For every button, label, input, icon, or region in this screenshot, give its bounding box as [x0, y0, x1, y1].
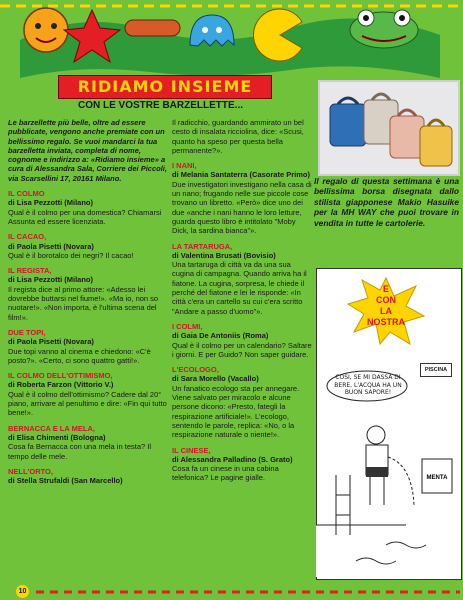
joke-text: Qual è il borotalco dei negri? Il cacao! — [8, 250, 134, 260]
joke-author: di Elisa Chimenti (Bologna) — [8, 432, 106, 442]
joke-item — [172, 446, 314, 483]
joke-title: NELL'ORTO, — [8, 466, 53, 476]
column-middle — [172, 118, 314, 489]
badge-line: E — [382, 284, 389, 294]
joke-text: Un fanatico ecologo sta per annegare. Viene salvato per miracolo e alcune persone dicono: «Presto, fategli la respirazione artificiale!». L'ecologo, sentendo le parole, replica: «No, o la respirazione naturale o niente!». — [172, 383, 300, 440]
comic-drawing — [316, 405, 460, 577]
joke-title: IL COLMO — [8, 189, 45, 199]
joke-item — [8, 266, 168, 322]
menta-label: MENTA — [426, 475, 448, 481]
bubble-text: COSI, SE MI DASSA DI BERE, L'ACQUA HA UN BUON SAPORE! — [334, 374, 402, 396]
gift-caption: Il regalo di questa settimana è una bellissima borsa disegnata dallo stilista giapponese Makio Hasuike per la MH WAY che puoi trovare in vendita in tutte le cartolerie. — [314, 176, 459, 228]
joke-text: Qual è il colmo per una domestica? Chiamarsi Assunta ed essere licenziata. — [8, 207, 162, 226]
joke-author: di Paola Pisetti (Novara) — [8, 241, 94, 251]
badge-text — [346, 284, 426, 328]
joke-item — [8, 424, 168, 461]
joke-item — [8, 189, 168, 226]
joke-title: L'ECOLOGO, — [172, 365, 219, 375]
joke-author: di Lisa Pezzotti (Milano) — [8, 275, 94, 285]
joke-text: Una tartaruga di città va da una sua cugina di campagna. Quando arriva ha il fiatone. La cugina, sorpresa, le chiede il perché del fiatone e lei le risponde: «In città c'era un cartello su cui c'era scritto "Andare a passo d'uomo"». — [172, 260, 307, 316]
title-box — [58, 75, 272, 99]
joke-author: di Paola Pisetti (Novara) — [8, 337, 94, 347]
joke-title: I COLMI, — [172, 321, 203, 331]
joke-item — [172, 161, 314, 235]
joke-text: Cosa fa Bernacca con una mela in testa? Il tempo delle mele. — [8, 442, 151, 461]
column-left — [8, 118, 168, 491]
page-number: 10 — [16, 585, 29, 598]
joke-title: IL COLMO DELL'OTTIMISMO, — [8, 371, 113, 381]
joke-text: Il regista dice al primo attore: «Adesso lei dovrebbe buttarsi nel fiume!». «Ma io, non so nuotare!». «Non importa, è l'ultima scena del film!». — [8, 284, 159, 322]
joke-item — [8, 467, 168, 486]
joke-item — [8, 328, 168, 365]
joke-author: di Lisa Pezzotti (Milano) — [8, 198, 94, 208]
joke-title: IL CACAO, — [8, 232, 47, 242]
joke-text: Due topi vanno al cinema e chiedono: «C'è posto?». «Certo, ci sono quattro gatti!». — [8, 346, 151, 365]
page-title: RIDIAMO INSIEME — [77, 77, 253, 96]
joke-title: DUE TOPI, — [8, 327, 46, 337]
joke-item — [172, 118, 314, 155]
joke-text: Qual è il colmo per un calendario? Saltare i giorni. E per Guido? Non saper guidare. — [172, 340, 312, 359]
joke-author: di Valentina Brusati (Bovisio) — [172, 250, 276, 260]
joke-item — [172, 365, 314, 439]
joke-text: Cosa fa un cinese in una cabina telefonica? Le pagine gialle. — [172, 464, 279, 483]
joke-text: Qual è il colmo dell'ottimismo? Cadere dal 20° piano, arrivare al penultimo e dire: «Fin qui tutto bene!». — [8, 389, 167, 418]
badge-line: NOSTRA — [367, 317, 405, 327]
joke-author: di Roberta Farzon (Vittorio V.) — [8, 380, 114, 390]
bags-photo — [318, 80, 460, 176]
joke-author: di Alessandra Palladino (S. Grato) — [172, 454, 293, 464]
joke-text: Due investigatori investigano nella casa di un nano; frugando nelle sue piccole cose trovano un libretto. «Però» dice uno dei due «anche i nani hanno le loro letture, guarda questo libro è intitolato "Moby Dick, la sardina bianca"». — [172, 179, 312, 236]
joke-author: di Gaia De Antoniis (Roma) — [172, 331, 269, 341]
bottom-border — [0, 586, 463, 598]
joke-item — [8, 371, 168, 417]
joke-title: IL REGISTA, — [8, 266, 52, 276]
joke-title: LA TARTARUGA, — [172, 241, 233, 251]
joke-author: di Melania Santaterra (Casorate Primo) — [172, 170, 310, 180]
joke-title: BERNACCA E LA MELA, — [8, 423, 95, 433]
joke-item — [172, 322, 314, 359]
joke-text: Il radicchio, guardando ammirato un bel cesto di insalata ricciolina, dice: «Scusi, quanto ha speso per questa bella permanente?». — [172, 118, 304, 155]
badge-line: LA — [380, 306, 392, 316]
page-subtitle: CON LE VOSTRE BARZELLETTE... — [78, 100, 244, 111]
joke-title: IL CINESE, — [172, 445, 211, 455]
joke-author: di Stella Strufaldi (San Marcello) — [8, 476, 123, 486]
joke-item — [172, 242, 314, 316]
joke-title: I NANI, — [172, 161, 197, 171]
intro-paragraph: Le barzellette più belle, oltre ad essere pubblicate, vengono anche premiate con un bellissimo regalo. Se vuoi mandarci la tua barzelletta inviata, completa di nome, cognome e indirizzo a: «Ridiamo insieme» a cura di Alessandra Sala, Corriere dei Piccoli, via Scarsellini 17, 20161 Milano. — [8, 118, 167, 183]
pool-sign: PISCINA — [420, 363, 452, 377]
badge-line: CON — [376, 295, 396, 305]
joke-item — [8, 232, 168, 260]
joke-author: di Sara Morello (Vacallo) — [172, 374, 259, 384]
